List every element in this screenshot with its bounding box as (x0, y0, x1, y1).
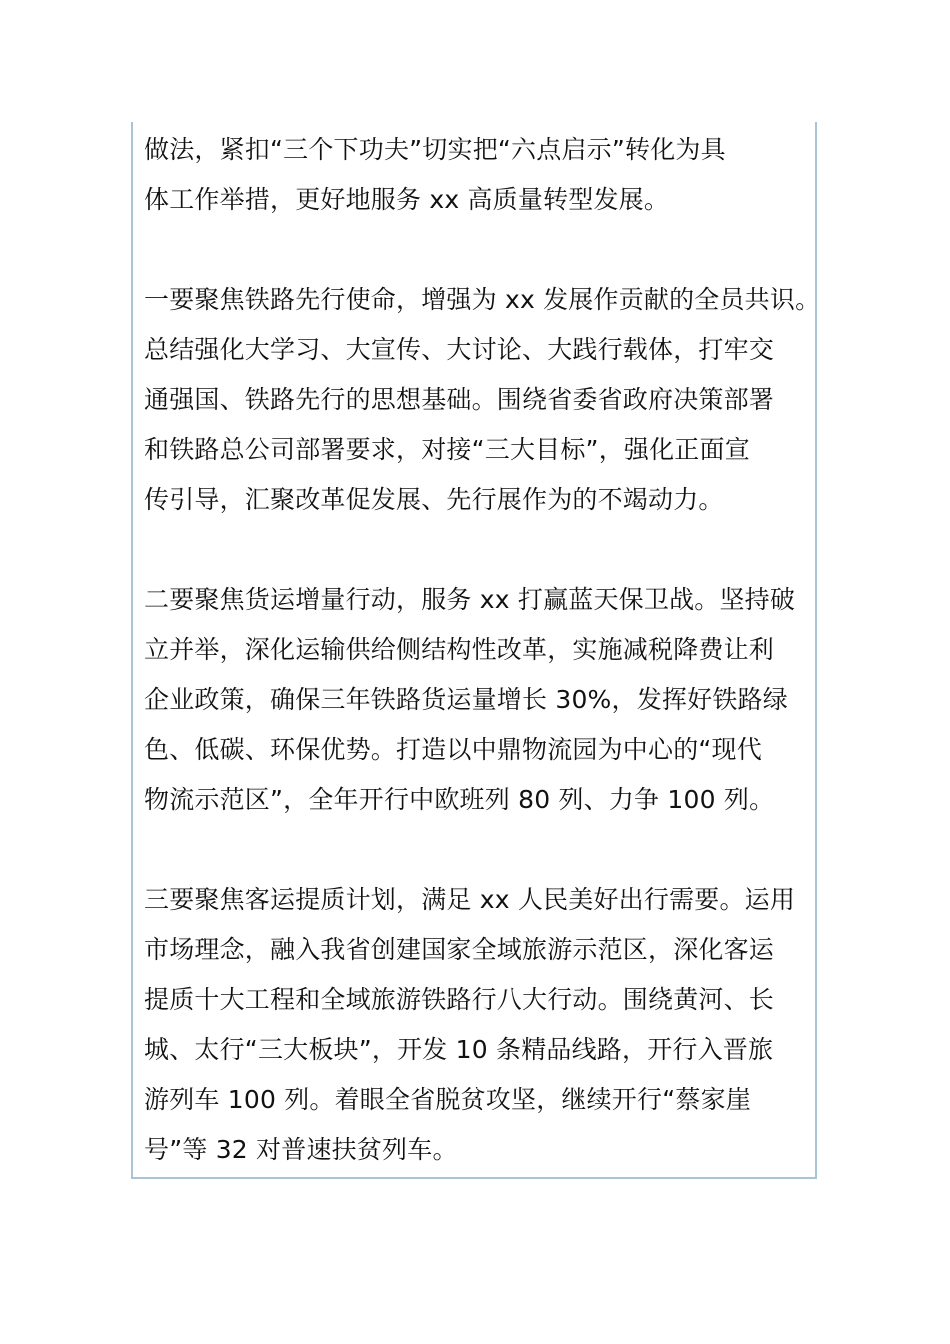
text-line: 三要聚焦客运提质计划，满足 xx 人民美好出行需要。运用 (144, 885, 796, 914)
paragraph-4 (144, 875, 804, 1175)
text-line: 提质十大工程和全域旅游铁路行八大行动。围绕黄河、长 (144, 985, 775, 1014)
paragraph-spacer (144, 225, 804, 275)
paragraph-1 (144, 125, 804, 225)
text-line: 企业政策，确保三年铁路货运量增长 30%，发挥好铁路绿 (144, 685, 788, 714)
text-line: 体工作举措，更好地服务 xx 高质量转型发展。 (144, 185, 670, 214)
text-line: 传引导，汇聚改革促发展、先行展作为的不竭动力。 (144, 485, 724, 514)
text-line: 立并举，深化运输供给侧结构性改革，实施减税降费让利 (144, 635, 775, 664)
document-body (144, 125, 821, 1175)
text-line: 一要聚焦铁路先行使命，增强为 xx 发展作贡献的全员共识。 (144, 285, 821, 314)
text-line: 号”等 32 对普速扶贫列车。 (144, 1135, 458, 1164)
text-line: 和铁路总公司部署要求，对接“三大目标”，强化正面宣 (144, 435, 750, 464)
paragraph-spacer (144, 525, 804, 575)
text-line: 通强国、铁路先行的思想基础。围绕省委省政府决策部署 (144, 385, 775, 414)
text-line: 做法，紧扣“三个下功夫”切实把“六点启示”转化为具 (144, 135, 726, 164)
text-line: 游列车 100 列。着眼全省脱贫攻坚，继续开行“蔡家崖 (144, 1085, 751, 1114)
text-line: 市场理念，融入我省创建国家全域旅游示范区，深化客运 (144, 935, 775, 964)
paragraph-3 (144, 575, 804, 825)
paragraph-2 (144, 275, 821, 525)
text-line: 城、太行“三大板块”，开发 10 条精品线路，开行入晋旅 (144, 1035, 774, 1064)
text-line: 物流示范区”，全年开行中欧班列 80 列、力争 100 列。 (144, 785, 775, 814)
text-line: 色、低碳、环保优势。打造以中鼎物流园为中心的“现代 (144, 735, 762, 764)
text-line: 总结强化大学习、大宣传、大讨论、大践行载体，打牢交 (144, 335, 775, 364)
text-line: 二要聚焦货运增量行动，服务 xx 打赢蓝天保卫战。坚持破 (144, 585, 796, 614)
paragraph-spacer (144, 825, 804, 875)
